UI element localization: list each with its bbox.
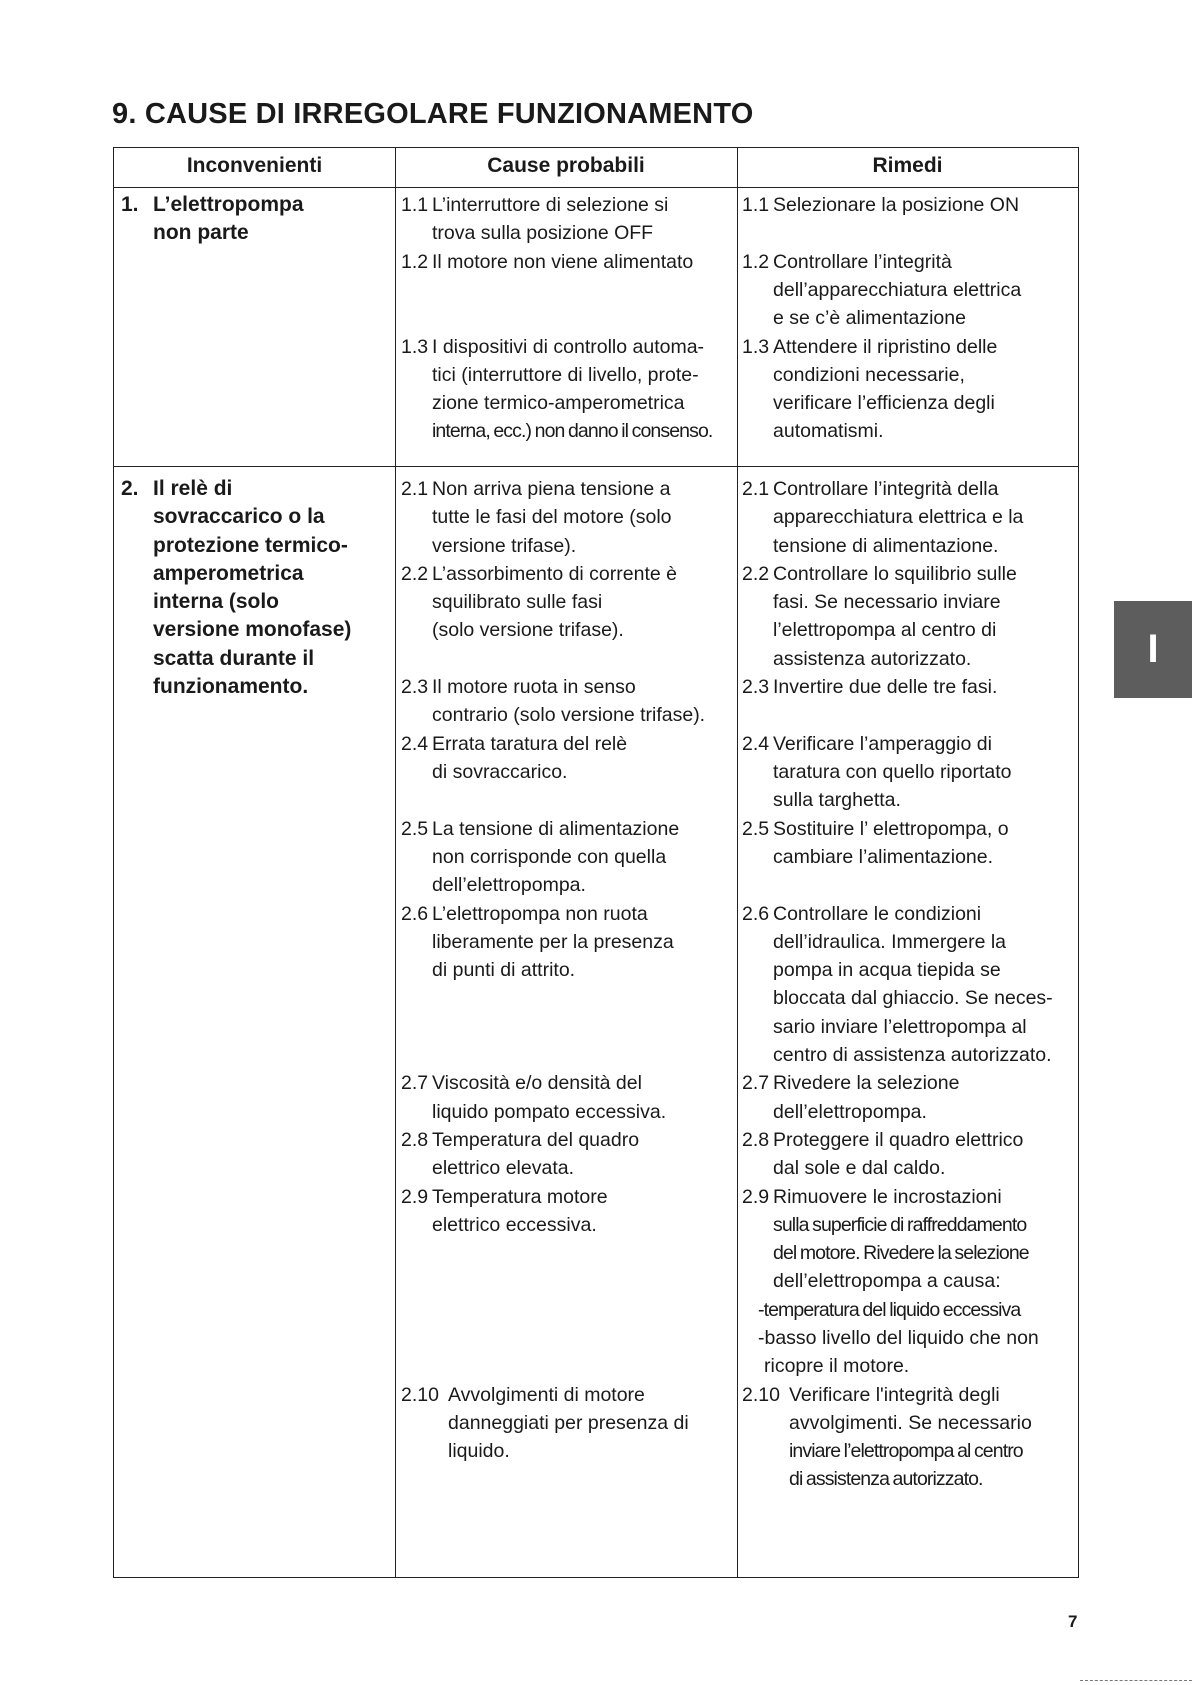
remedy-text-line: inviare l’elettropompa al centro bbox=[789, 1440, 1023, 1463]
cause-text-line: Temperatura del quadro bbox=[432, 1128, 640, 1151]
cause-text-line: trova sulla posizione OFF bbox=[432, 222, 654, 245]
remedy-text-line: Attendere il ripristino delle bbox=[773, 335, 998, 358]
remedy-number: 2.3 bbox=[742, 676, 770, 699]
remedy-text-line: del motore. Rivedere la selezione bbox=[773, 1242, 1029, 1265]
cause-text-line: di punti di attrito. bbox=[432, 959, 576, 982]
remedy-number: 1.2 bbox=[742, 250, 770, 273]
remedy-text-line: Controllare lo squilibrio sulle bbox=[773, 562, 1017, 585]
problem-text-line: scatta durante il bbox=[153, 646, 315, 670]
cause-text-line: elettrico elevata. bbox=[432, 1157, 574, 1180]
cause-text-line: Errata taratura del relè bbox=[432, 732, 628, 755]
cause-number: 2.6 bbox=[401, 902, 429, 925]
remedy-number: 2.5 bbox=[742, 817, 770, 840]
column-divider bbox=[737, 148, 738, 1577]
problem-text-line: funzionamento. bbox=[153, 675, 309, 699]
header-rimedi: Rimedi bbox=[872, 154, 943, 177]
remedy-number: 1.1 bbox=[742, 194, 770, 216]
cause-number: 2.9 bbox=[401, 1185, 429, 1208]
cause-number: 2.1 bbox=[401, 478, 429, 500]
crop-mark bbox=[1080, 1680, 1192, 1681]
cause-text-line: non corrisponde con quella bbox=[432, 845, 667, 868]
cause-number: 2.4 bbox=[401, 732, 429, 755]
remedy-text-line: Controllare l’integrità bbox=[773, 250, 952, 273]
cause-number: 1.2 bbox=[401, 250, 429, 273]
remedy-text-line: Controllare le condizioni bbox=[773, 902, 982, 925]
cause-number: 1.3 bbox=[401, 335, 429, 358]
cause-text-line: Temperatura motore bbox=[432, 1185, 608, 1208]
remedy-text-line: apparecchiatura elettrica e la bbox=[773, 506, 1024, 529]
troubleshooting-table bbox=[113, 147, 1079, 1578]
cause-text-line: tici (interruttore di livello, prote- bbox=[432, 363, 699, 386]
cause-text-line: Non arriva piena tensione a bbox=[432, 478, 671, 500]
remedy-number: 2.9 bbox=[742, 1185, 770, 1208]
cause-text-line: Viscosità e/o densità del bbox=[432, 1072, 642, 1095]
page-number: 7 bbox=[1068, 1612, 1078, 1631]
cause-number: 2.8 bbox=[401, 1128, 429, 1151]
cause-number: 1.1 bbox=[401, 194, 429, 216]
remedy-text-line: Rivedere la selezione bbox=[773, 1072, 960, 1095]
cause-text-line: L’elettropompa non ruota bbox=[432, 902, 648, 925]
problem-text-line: Il relè di bbox=[153, 477, 233, 500]
remedy-text-line: Invertire due delle tre fasi. bbox=[773, 676, 998, 699]
cause-text-line: Avvolgimenti di motore bbox=[448, 1383, 645, 1406]
problem-number: 2. bbox=[121, 477, 139, 500]
cause-number: 2.10 bbox=[401, 1383, 439, 1406]
remedy-number: 2.2 bbox=[742, 562, 770, 585]
cause-text-line: di sovraccarico. bbox=[432, 760, 568, 783]
remedy-text-line: avvolgimenti. Se necessario bbox=[789, 1411, 1032, 1434]
remedy-number: 2.6 bbox=[742, 902, 770, 925]
language-tab: I bbox=[1114, 601, 1192, 698]
remedy-text-line: centro di assistenza autorizzato. bbox=[773, 1043, 1052, 1066]
cause-number: 2.7 bbox=[401, 1072, 429, 1095]
remedy-text-line: condizioni necessarie, bbox=[773, 363, 965, 386]
cause-text-line: L’assorbimento di corrente è bbox=[432, 562, 677, 585]
cause-text-line: dell’elettropompa. bbox=[432, 874, 586, 897]
header-inconvenienti: Inconvenienti bbox=[186, 154, 323, 177]
remedy-text-line: l’elettropompa al centro di bbox=[773, 619, 997, 642]
cause-number: 2.3 bbox=[401, 676, 429, 699]
row-divider bbox=[114, 466, 1078, 467]
remedy-number: 1.3 bbox=[742, 335, 770, 358]
remedy-text-line: -temperatura del liquido eccessiva bbox=[758, 1298, 1021, 1321]
column-divider bbox=[395, 148, 396, 1577]
cause-text-line: I dispositivi di controllo automa- bbox=[432, 335, 705, 358]
cause-text-line: (solo versione trifase). bbox=[432, 619, 624, 642]
problem-text-line: versione monofase) bbox=[153, 618, 352, 642]
cause-text-line: L’interruttore di selezione si bbox=[432, 194, 669, 216]
remedy-text-line: automatismi. bbox=[773, 420, 884, 443]
cause-text-line: liberamente per la presenza bbox=[432, 930, 674, 953]
remedy-number: 2.4 bbox=[742, 732, 770, 755]
remedy-text-line: e se c’è alimentazione bbox=[773, 307, 966, 330]
remedy-text-line: tensione di alimentazione. bbox=[773, 534, 999, 557]
remedy-text-line: dell’idraulica. Immergere la bbox=[773, 930, 1007, 953]
remedy-number: 2.10 bbox=[742, 1383, 780, 1406]
cause-number: 2.5 bbox=[401, 817, 429, 840]
remedy-text-line: Selezionare la posizione ON bbox=[773, 194, 1020, 216]
remedy-text-line: bloccata dal ghiaccio. Se neces- bbox=[773, 987, 1053, 1010]
remedy-text-line: Rimuovere le incrostazioni bbox=[773, 1185, 1002, 1208]
cause-text-line: interna, ecc.) non danno il consenso. bbox=[432, 420, 713, 443]
remedy-text-line: cambiare l’alimentazione. bbox=[773, 845, 994, 868]
cause-text-line: squilibrato sulle fasi bbox=[432, 591, 603, 614]
cause-text-line: versione trifase). bbox=[432, 534, 577, 557]
remedy-text-line: pompa in acqua tiepida se bbox=[773, 959, 1001, 982]
remedy-number: 2.8 bbox=[742, 1128, 770, 1151]
remedy-text-line: Verificare l'integrità degli bbox=[789, 1383, 1000, 1406]
cause-text-line: zione termico-amperometrica bbox=[432, 392, 685, 415]
section-title: 9. CAUSE DI IRREGOLARE FUNZIONAMENTO bbox=[112, 98, 754, 130]
cause-text-line: contrario (solo versione trifase). bbox=[432, 704, 706, 727]
remedy-number: 2.1 bbox=[742, 478, 770, 500]
problem-text-line: L’elettropompa bbox=[153, 193, 304, 216]
remedy-text-line: dell’elettropompa. bbox=[773, 1100, 927, 1123]
remedy-text-line: Sostituire l’ elettropompa, o bbox=[773, 817, 1009, 840]
cause-text-line: liquido pompato eccessiva. bbox=[432, 1100, 667, 1123]
remedy-text-line: ricopre il motore. bbox=[764, 1355, 910, 1378]
problem-number: 1. bbox=[121, 193, 139, 216]
remedy-text-line: dal sole e dal caldo. bbox=[773, 1157, 946, 1180]
remedy-text-line: di assistenza autorizzato. bbox=[789, 1468, 983, 1491]
remedy-number: 2.7 bbox=[742, 1072, 770, 1095]
problem-text-line: interna (solo bbox=[153, 590, 280, 614]
problem-text-line: sovraccarico o la bbox=[153, 505, 325, 529]
header-divider bbox=[114, 187, 1078, 188]
cause-text-line: Il motore ruota in senso bbox=[432, 676, 636, 699]
problem-text-line: amperometrica bbox=[153, 561, 304, 585]
cause-text-line: La tensione di alimentazione bbox=[432, 817, 680, 840]
remedy-text-line: taratura con quello riportato bbox=[773, 760, 1012, 783]
cause-text-line: tutte le fasi del motore (solo bbox=[432, 506, 672, 529]
remedy-text-line: Verificare l’amperaggio di bbox=[773, 732, 992, 755]
cause-number: 2.2 bbox=[401, 562, 429, 585]
remedy-text-line: sulla targhetta. bbox=[773, 789, 901, 812]
remedy-text-line: verificare l’efficienza degli bbox=[773, 392, 995, 415]
remedy-text-line: sario inviare l’elettropompa al bbox=[773, 1015, 1027, 1038]
remedy-text-line: dell’apparecchiatura elettrica bbox=[773, 278, 1022, 301]
cause-text-line: elettrico eccessiva. bbox=[432, 1213, 597, 1236]
remedy-text-line: Proteggere il quadro elettrico bbox=[773, 1128, 1024, 1151]
remedy-text-line: -basso livello del liquido che non bbox=[758, 1326, 1039, 1349]
problem-text-line: protezione termico- bbox=[153, 533, 348, 557]
remedy-text-line: assistenza autorizzato. bbox=[773, 647, 972, 670]
header-cause-probabili: Cause probabili bbox=[487, 154, 645, 177]
cause-text-line: danneggiati per presenza di bbox=[448, 1411, 689, 1434]
cause-text-line: liquido. bbox=[448, 1440, 510, 1463]
remedy-text-line: sulla superficie di raffreddamento bbox=[773, 1213, 1027, 1236]
remedy-text-line: Controllare l’integrità della bbox=[773, 478, 999, 500]
problem-text-line: non parte bbox=[153, 221, 249, 245]
cause-text-line: Il motore non viene alimentato bbox=[432, 250, 694, 273]
remedy-text-line: fasi. Se necessario inviare bbox=[773, 591, 1001, 614]
remedy-text-line: dell’elettropompa a causa: bbox=[773, 1270, 1001, 1293]
